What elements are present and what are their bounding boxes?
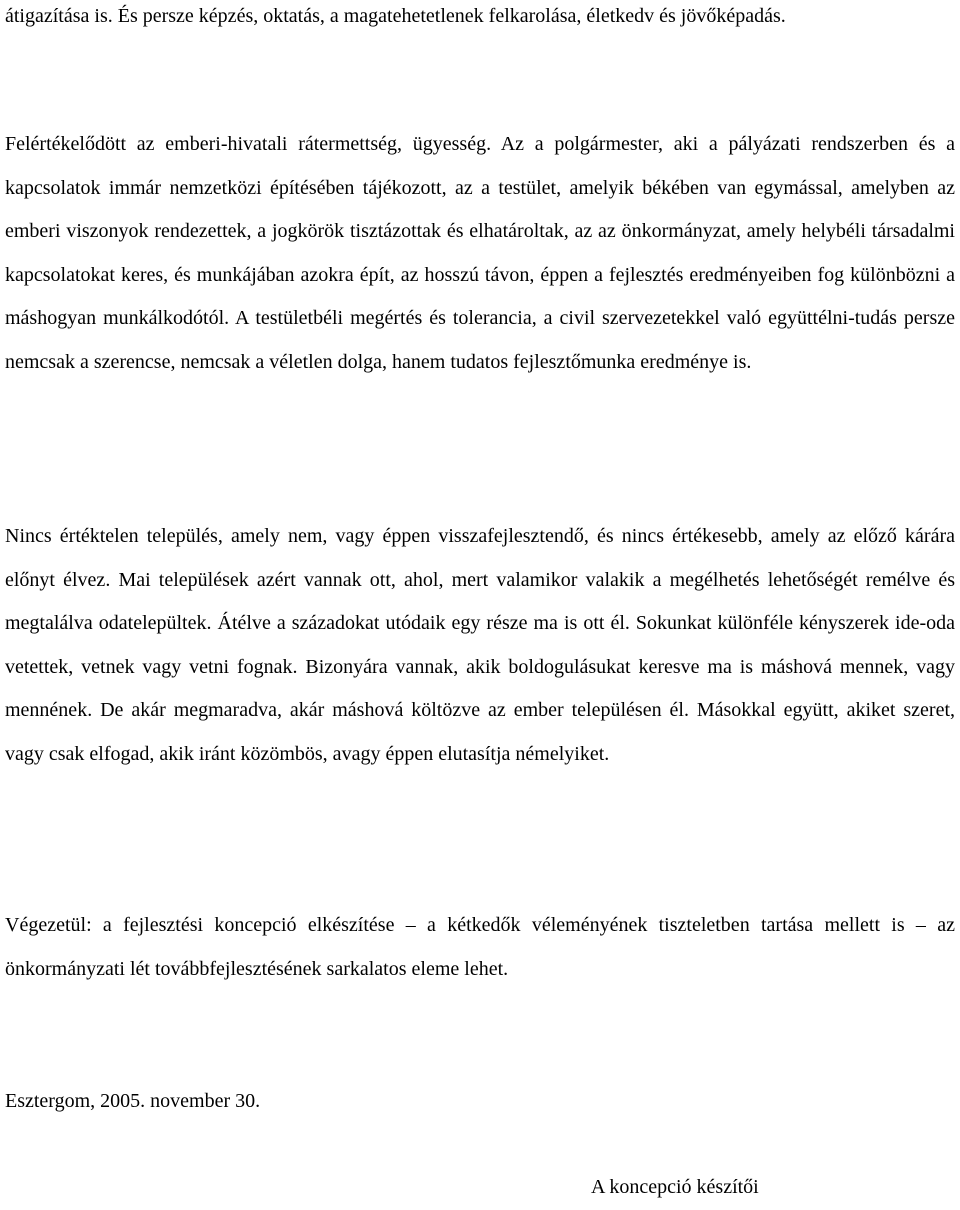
paragraph-2: Felértékelődött az emberi-hivatali rátermettség, ügyesség. Az a polgármester, aki a pályázati rendszerben és a kapcsolatok immár nemzetközi építésében tájékozott, az a testület, amelyik békében van egymással, amelyben az emberi viszonyok rendezettek, a jogkörök tisztázottak és elhatároltak, az az önkormányzat, amely helybéli társadalmi kapcsolatokat keres, és munkájában azokra épít, az hosszú távon, éppen a fejlesztés eredményeiben fog különbözni a máshogyan munkálkodótól. A testületbéli megértés és tolerancia, a civil szervezetekkel való együttélni-tudás persze nemcsak a szerencse, nemcsak a véletlen dolga, hanem tudatos fejlesztőmunka eredménye is. <box>5 133 955 373</box>
paragraph-4: Végezetül: a fejlesztési koncepció elkészítése – a kétkedők véleményének tiszteletben tartása mellett is – az önkormányzati lét továbbfejlesztésének sarkalatos eleme lehet. <box>5 914 955 980</box>
place-and-date: Esztergom, 2005. november 30. <box>5 1090 261 1112</box>
paragraph-3: Nincs értéktelen település, amely nem, vagy éppen visszafejlesztendő, és nincs értékesebb, amely az előző kárára előnyt élvez. Mai települések azért vannak ott, ahol, mert valamikor valakik a megélhetés lehetőségét remélve és megtalálva odatelepültek. Átélve a századokat utódaik egy része ma is ott él. Sokunkat különféle kényszerek ide-oda vetettek, vetnek vagy vetni fognak. Bizonyára vannak, akik boldogulásukat keresve ma is máshová mennek, vagy mennének. De akár megmaradva, akár máshová költözve az ember településen él. Másokkal együtt, akiket szeret, vagy csak elfogad, akik iránt közömbös, avagy éppen elutasítja némelyiket. <box>5 525 955 765</box>
signature-line: A koncepció készítői <box>591 1176 759 1198</box>
paragraph-1: átigazítása is. És persze képzés, oktatás, a magatehetetlenek felkarolása, életkedv és jövőképadás. <box>5 5 786 27</box>
